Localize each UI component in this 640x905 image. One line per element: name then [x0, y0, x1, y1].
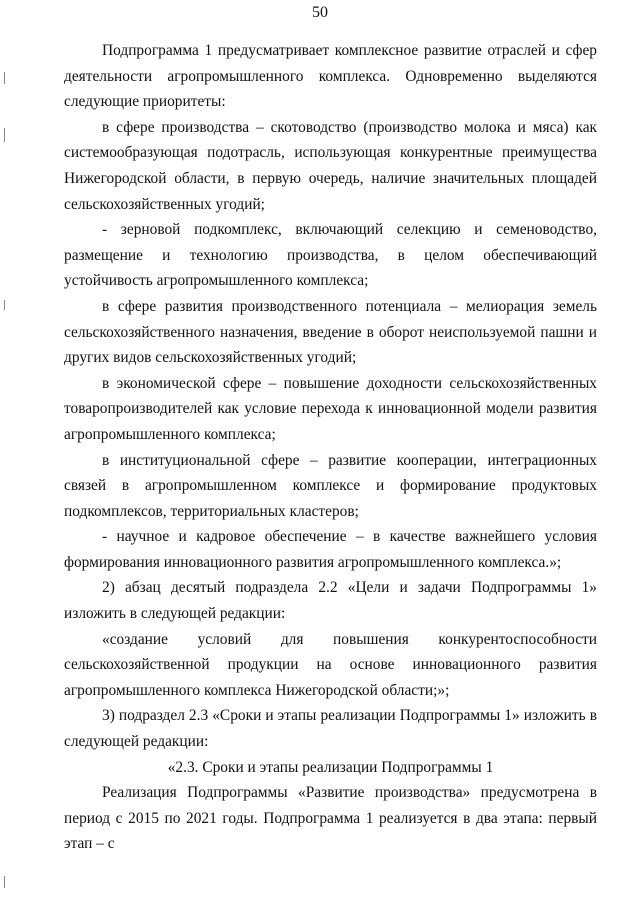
- paragraph: - зерновой подкомплекс, включающий селекцию и семеноводство, размещение и технологию производства, в целом обеспечивающий устойчивость агропромышленного комплекса;: [64, 221, 597, 290]
- paragraph: в сфере производства – скотоводство (производство молока и мяса) как системообразующая подотрасль, использующая конкурентные преимущества Нижегородской области, в первую очередь, наличие значительных площадей сельскохозяйственных угодий;: [64, 118, 597, 213]
- paragraph: - научное и кадровое обеспечение – в качестве важнейшего условия формирования инновационного развития агропромышленного комплекса.»;: [64, 528, 597, 571]
- paragraph: 3) подраздел 2.3 «Сроки и этапы реализации Подпрограммы 1» изложить в следующей редакции:: [64, 707, 597, 751]
- paragraph: в сфере развития производственного потенциала – мелиорация земель сельскохозяйственного назначения, введение в оборот неиспользуемой пашни и других видов сельскохозяйственных угодий;: [64, 297, 597, 367]
- paragraph: 2) абзац десятый подраздела 2.2 «Цели и задачи Подпрограммы 1» изложить в следующей редакции:: [64, 579, 597, 623]
- paragraph: Подпрограмма 1 предусматривает комплексное развитие отраслей и сфер деятельности агропромышленного комплекса. Одновременно выделяются следующие приоритеты:: [64, 42, 597, 111]
- paragraph: «создание условий для повышения конкурентоспособности сельскохозяйственной продукции на основе инновационного развития агропромышленного комплекса Нижегородской области;»;: [64, 630, 597, 699]
- document-body: [64, 38, 597, 857]
- paragraph: в институциональной сфере – развитие кооперации, интеграционных связей в агропромышленном комплексе и формирование продуктовых подкомплексов, территориальных кластеров;: [64, 451, 597, 520]
- paragraph: в экономической сфере – повышение доходности сельскохозяйственных товаропроизводителей как условие перехода к инновационной модели развития агропромышленного комплекса;: [64, 374, 597, 443]
- margin-mark: [4, 128, 5, 142]
- margin-mark: [4, 876, 5, 888]
- section-heading: «2.3. Сроки и этапы реализации Подпрограммы 1: [167, 758, 494, 776]
- margin-mark: [4, 72, 5, 84]
- margin-mark: [4, 300, 5, 310]
- paragraph: Реализация Подпрограммы «Развитие производства» предусмотрена в период с 2015 по 2021 годы. Подпрограмма 1 реализуется в два этапа: первый этап – с: [64, 784, 597, 853]
- page-number: 50: [312, 4, 328, 21]
